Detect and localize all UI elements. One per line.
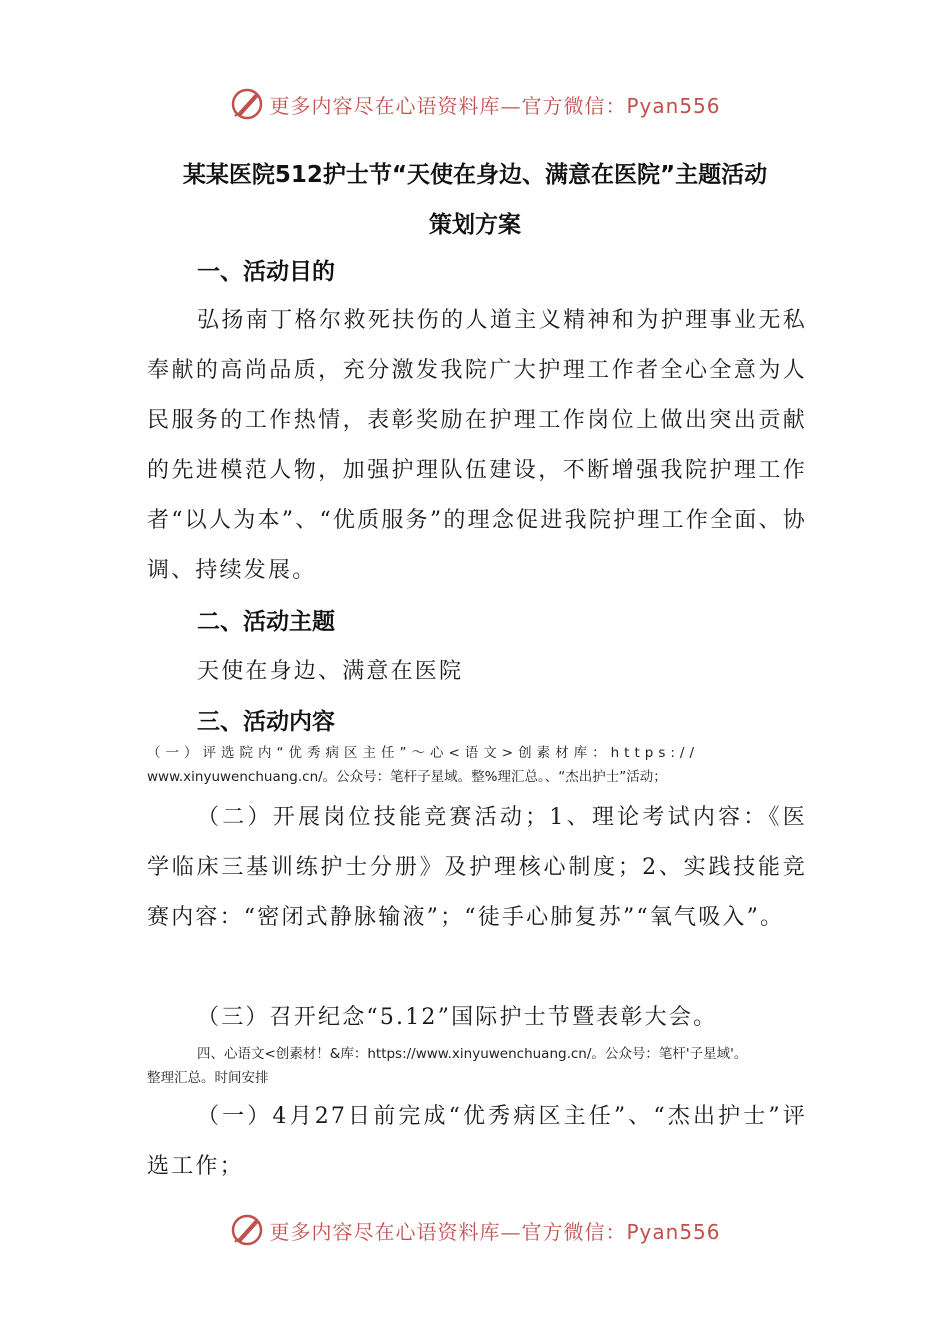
footer-watermark-banner <box>0 1210 950 1250</box>
content-item-1-line2: www.xinyuwenchuang.cn/。公众号：笔杆子星域。整%理汇总。、“杰出护士”活动； <box>147 769 667 785</box>
section-schedule-heading-line1: 四、心语文<创素材！&库：https://www.xinyuwenchuang.cn/。公众号：笔杆'子星域'。 <box>197 1046 748 1062</box>
content-item-1-line1: （一）评选院内“优秀病区主任”～心<语文>创素材库：https:// <box>147 745 700 761</box>
banner-text: 更多内容尽在心语资料库—官方微信：Pyan556 <box>269 1219 721 1244</box>
header-watermark-banner <box>0 84 950 124</box>
content-item-2: （二）开展岗位技能竞赛活动；1、理论考试内容：《医学临床三基训练护士分册》及护理核心制度；2、实践技能竞赛内容：“密闭式静脉输液”；“徒手心肺复苏”“氧气吸入”。 <box>147 805 807 930</box>
content-item-3: （三）召开纪念“5.12”国际护士节暨表彰大会。 <box>197 1005 718 1030</box>
document-title: 某某医院512护士节“天使在身边、满意在医院”主题活动 策划方案 <box>182 162 768 238</box>
pen-circle-logo-icon <box>229 1212 265 1248</box>
section-body-purpose: 弘扬南丁格尔救死扶伤的人道主义精神和为护理事业无私奉献的高尚品质，充分激发我院广大护理工作者全心全意为人民服务的工作热情，表彰奖励在护理工作岗位上做出突出贡献的先进模范人物，加强护理队伍建设，不断增强我院护理工作者“以人为本”、“优质服务”的理念促进我院护理工作全面、协调、持续发展。 <box>147 308 807 583</box>
section-heading-content: 三、活动内容 <box>197 709 335 735</box>
section-schedule-heading-line2: 整理汇总。时间安排 <box>147 1070 269 1086</box>
section-heading-purpose: 一、活动目的 <box>197 259 335 285</box>
section-heading-theme: 二、活动主题 <box>197 609 335 635</box>
schedule-item-1: （一）4月27日前完成“优秀病区主任”、“杰出护士”评选工作； <box>147 1104 807 1179</box>
section-body-theme: 天使在身边、满意在医院 <box>197 659 464 684</box>
banner-text: 更多内容尽在心语资料库—官方微信：Pyan556 <box>269 93 721 118</box>
pen-circle-logo-icon <box>229 86 265 122</box>
